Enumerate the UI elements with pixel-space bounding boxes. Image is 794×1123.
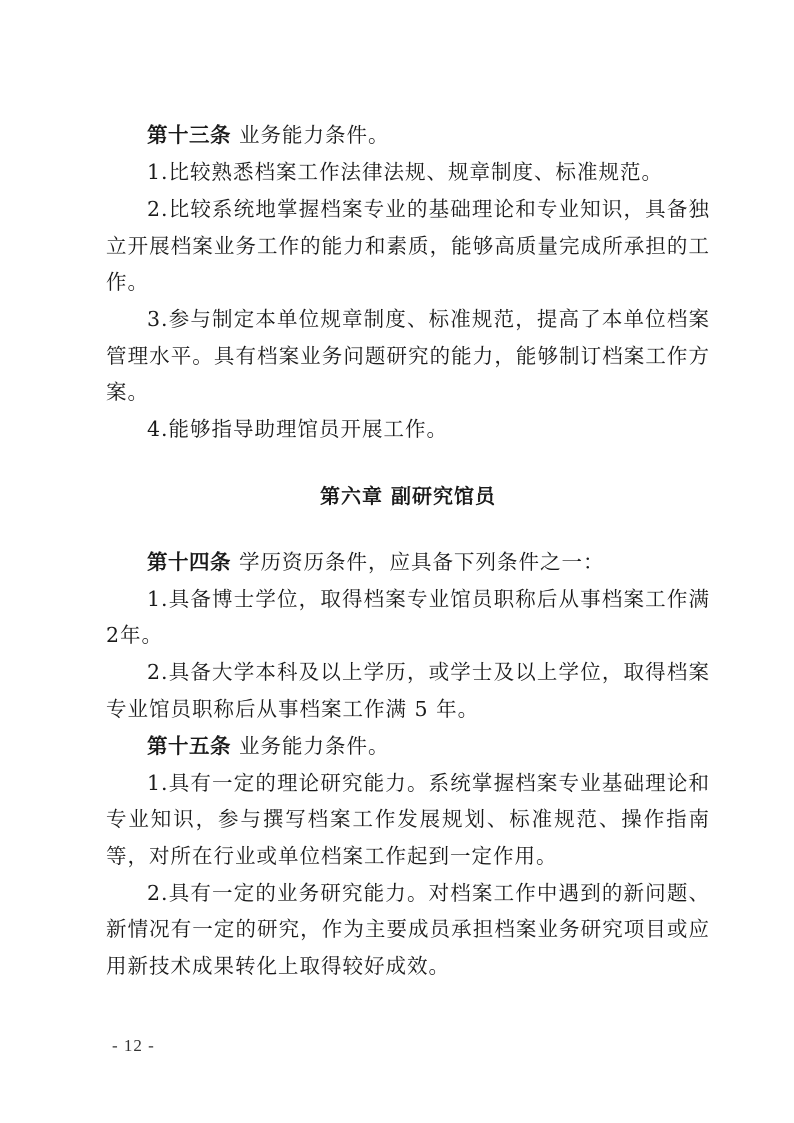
chapter-6-heading: 第六章 副研究馆员 <box>320 483 496 508</box>
article-14-text: 学历资历条件，应具备下列条件之一： <box>239 549 605 574</box>
article-15-text: 业务能力条件。 <box>239 733 390 758</box>
article-14-title: 第十四条 <box>147 549 231 574</box>
article-15-item-2: 2.具有一定的业务研究能力。对档案工作中遇到的新问题、新情况有一定的研究，作为主要成员承担档案业务研究项目或应用新技术成果转化上取得较好成效。 <box>106 880 710 978</box>
article-15-item-1: 1.具有一定的理论研究能力。系统掌握档案专业基础理论和专业知识，参与撰写档案工作发展规划、标准规范、操作指南等，对所在行业或单位档案工作起到一定作用。 <box>106 770 710 868</box>
article-13-item-4: 4.能够指导助理馆员开展工作。 <box>147 417 449 441</box>
article-15 <box>106 728 710 765</box>
article-13 <box>106 117 710 154</box>
article-14-item-1: 1.具备博士学位，取得档案专业馆员职称后从事档案工作满2年。 <box>106 586 710 647</box>
article-14-item-2: 2.具备大学本科及以上学历，或学士及以上学位，取得档案专业馆员职称后从事档案工作满 5 年。 <box>106 660 710 721</box>
article-13-item-2: 2.比较系统地掌握档案专业的基础理论和专业知识，具备独立开展档案业务工作的能力和素质，能够高质量完成所承担的工作。 <box>106 197 710 294</box>
article-13-title: 第十三条 <box>147 123 231 147</box>
page-number: - 12 - <box>112 1036 155 1055</box>
article-13-text: 业务能力条件。 <box>239 123 390 147</box>
article-15-title: 第十五条 <box>147 733 231 758</box>
article-13-item-1: 1.比较熟悉档案工作法律法规、规章制度、标准规范。 <box>147 160 664 184</box>
article-13-item-3: 3.参与制定本单位规章制度、标准规范，提高了本单位档案管理水平。具有档案业务问题研究的能力，能够制订档案工作方案。 <box>106 307 710 404</box>
page-content <box>106 117 710 985</box>
article-14 <box>106 544 710 581</box>
